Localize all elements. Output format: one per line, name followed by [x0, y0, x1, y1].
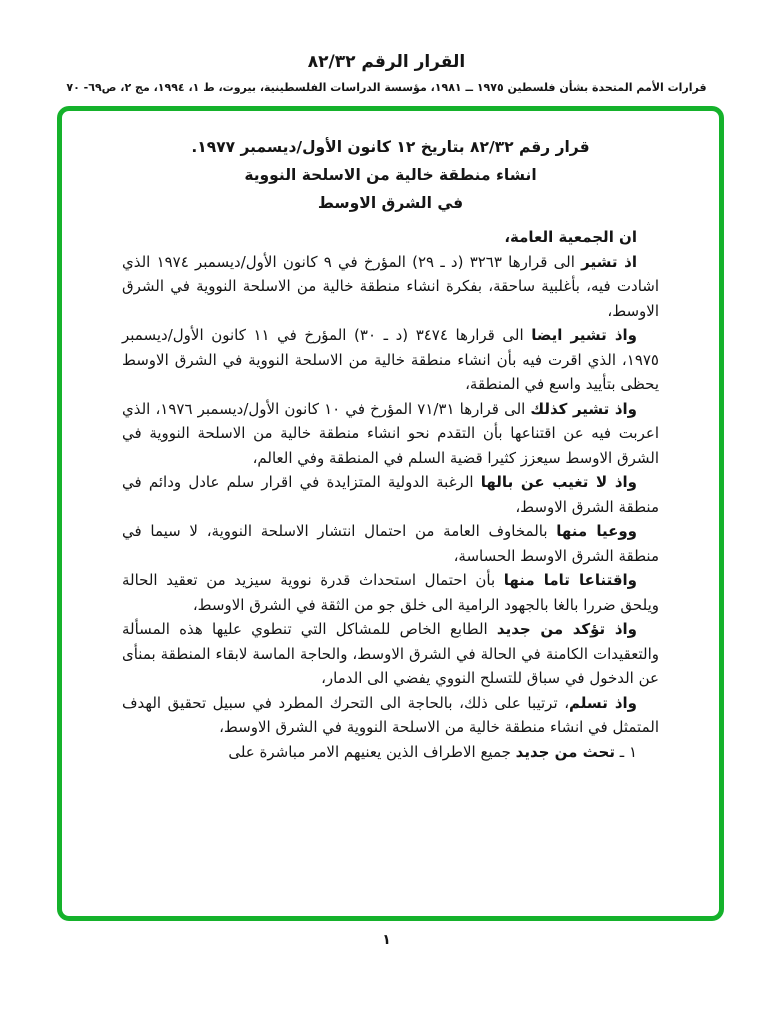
- paragraph-body: جميع الاطراف الذين يعنيهم الامر مباشرة على: [228, 742, 516, 761]
- paragraph-body: ، ترتيبا على ذلك، بالحاجة الى التحرك المطرد في سبيل تحقيق الهدف المتمثل في انشاء منطقة خالية من الاسلحة النووية في الشرق الاوسط،: [122, 693, 659, 736]
- resolution-heading-line3: في الشرق الاوسط: [317, 194, 464, 212]
- paragraph-body: الطابع الخاص للمشاكل التي تنطوي عليها هذه المسألة والتعقيدات الكامنة في الحالة في الشرق الاوسط، والحاجة الماسة لابقاء المنطقة بمنأى عن الدخول في سباق للتسلح النووي يفضي الى الدمار،: [122, 620, 659, 687]
- paragraph-body: الى قرارها ٣٢٦٣ (د ـ ٢٩) المؤرخ في ٩ كانون الأول/ديسمبر ١٩٧٤ الذي اشادت فيه، بأغلبية ساحقة، بفكرة انشاء منطقة خالية من الاسلحة النووية في الشرق الاوسط،: [122, 252, 659, 320]
- paragraph-bearing-in-mind: [122, 470, 659, 519]
- paragraph-reaffirming: [122, 617, 659, 691]
- paragraph-recalling-31-71: [122, 397, 659, 471]
- paragraph-lead: واذ تؤكد من جديد: [496, 620, 637, 638]
- page-title: القرار الرقم ٨٢/٣٢: [307, 52, 466, 72]
- paragraph-recalling-3474: [122, 323, 659, 397]
- paragraph-body: الى قرارها ٧١/٣١ المؤرخ في ١٠ كانون الأول/ديسمبر ١٩٧٦، الذي اعربت فيه عن اقتناعها بأن التقدم نحو انشاء منطقة خالية من الاسلحة النووية في الشرق الاوسط سيعزز كثيرا قضية السلم في المنطقة وفي العالم،: [122, 399, 659, 467]
- paragraph-lead: واقتناعا تاما منها: [503, 571, 638, 589]
- paragraph-body: الى قرارها ٣٤٧٤ (د ـ ٣٠) المؤرخ في ١١ كانون الأول/ديسمبر ١٩٧٥، الذي اقرت فيه بأن انشاء منطقة خالية من الاسلحة النووية في الشرق الاوسط يحظى بتأييد واسع في المنطقة،: [122, 326, 659, 393]
- paragraph-body: بالمخاوف العامة من احتمال انتشار الاسلحة النووية، لا سيما في منطقة الشرق الاوسط الحساسة،: [122, 522, 659, 565]
- paragraph-recognizing: [122, 691, 659, 740]
- paragraph-lead: واذ تسلم: [569, 693, 638, 712]
- paragraph-lead: تحث من جديد: [515, 742, 615, 761]
- paragraph-lead: واذ لا تغيب عن بالها: [480, 473, 638, 491]
- paragraph-conscious: [122, 519, 659, 568]
- resolution-border-box: [57, 106, 724, 921]
- paragraph-prefix: ١ ـ: [615, 742, 637, 761]
- paragraph-body: الرغبة الدولية المتزايدة في اقرار سلم عادل ودائم في منطقة الشرق الاوسط،: [122, 473, 659, 516]
- paragraph-body: بأن احتمال استحداث قدرة نووية سيزيد من تعقيد الحالة ويلحق ضررا بالغا بالجهود الرامية الى خلق جو من الثقة في الشرق الاوسط،: [122, 571, 659, 614]
- paragraph-lead: اذ تشير: [581, 252, 637, 271]
- paragraph-lead: ووعيا منها: [556, 522, 637, 540]
- page-footer: [0, 932, 773, 948]
- citation-line: قرارات الأمم المتحدة بشأن فلسطين ١٩٧٥ ــ ١٩٨١، مؤسسة الدراسات الفلسطينية، بيروت، ط ١، ١٩٩٤، مج ٢، ص٦٩- ٧٠: [66, 81, 707, 94]
- opening-phrase: ان الجمعية العامة،: [504, 228, 637, 246]
- paragraph-convinced: [122, 568, 659, 617]
- paragraph-recalling-3263: [122, 250, 659, 324]
- resolution-heading: [122, 133, 659, 217]
- paragraph-lead: واذ تشير ايضا: [531, 326, 637, 344]
- page-number: ١: [382, 932, 391, 948]
- resolution-heading-line1: قرار رقم ٨٢/٣٢ بتاريخ ١٢ كانون الأول/ديسمبر ١٩٧٧.: [191, 138, 590, 156]
- paragraph-operative-1: [122, 740, 659, 765]
- resolution-heading-line2: انشاء منطقة خالية من الاسلحة النووية: [244, 166, 537, 184]
- page-header: [0, 0, 773, 94]
- paragraph-lead: واذ تشير كذلك: [530, 399, 637, 418]
